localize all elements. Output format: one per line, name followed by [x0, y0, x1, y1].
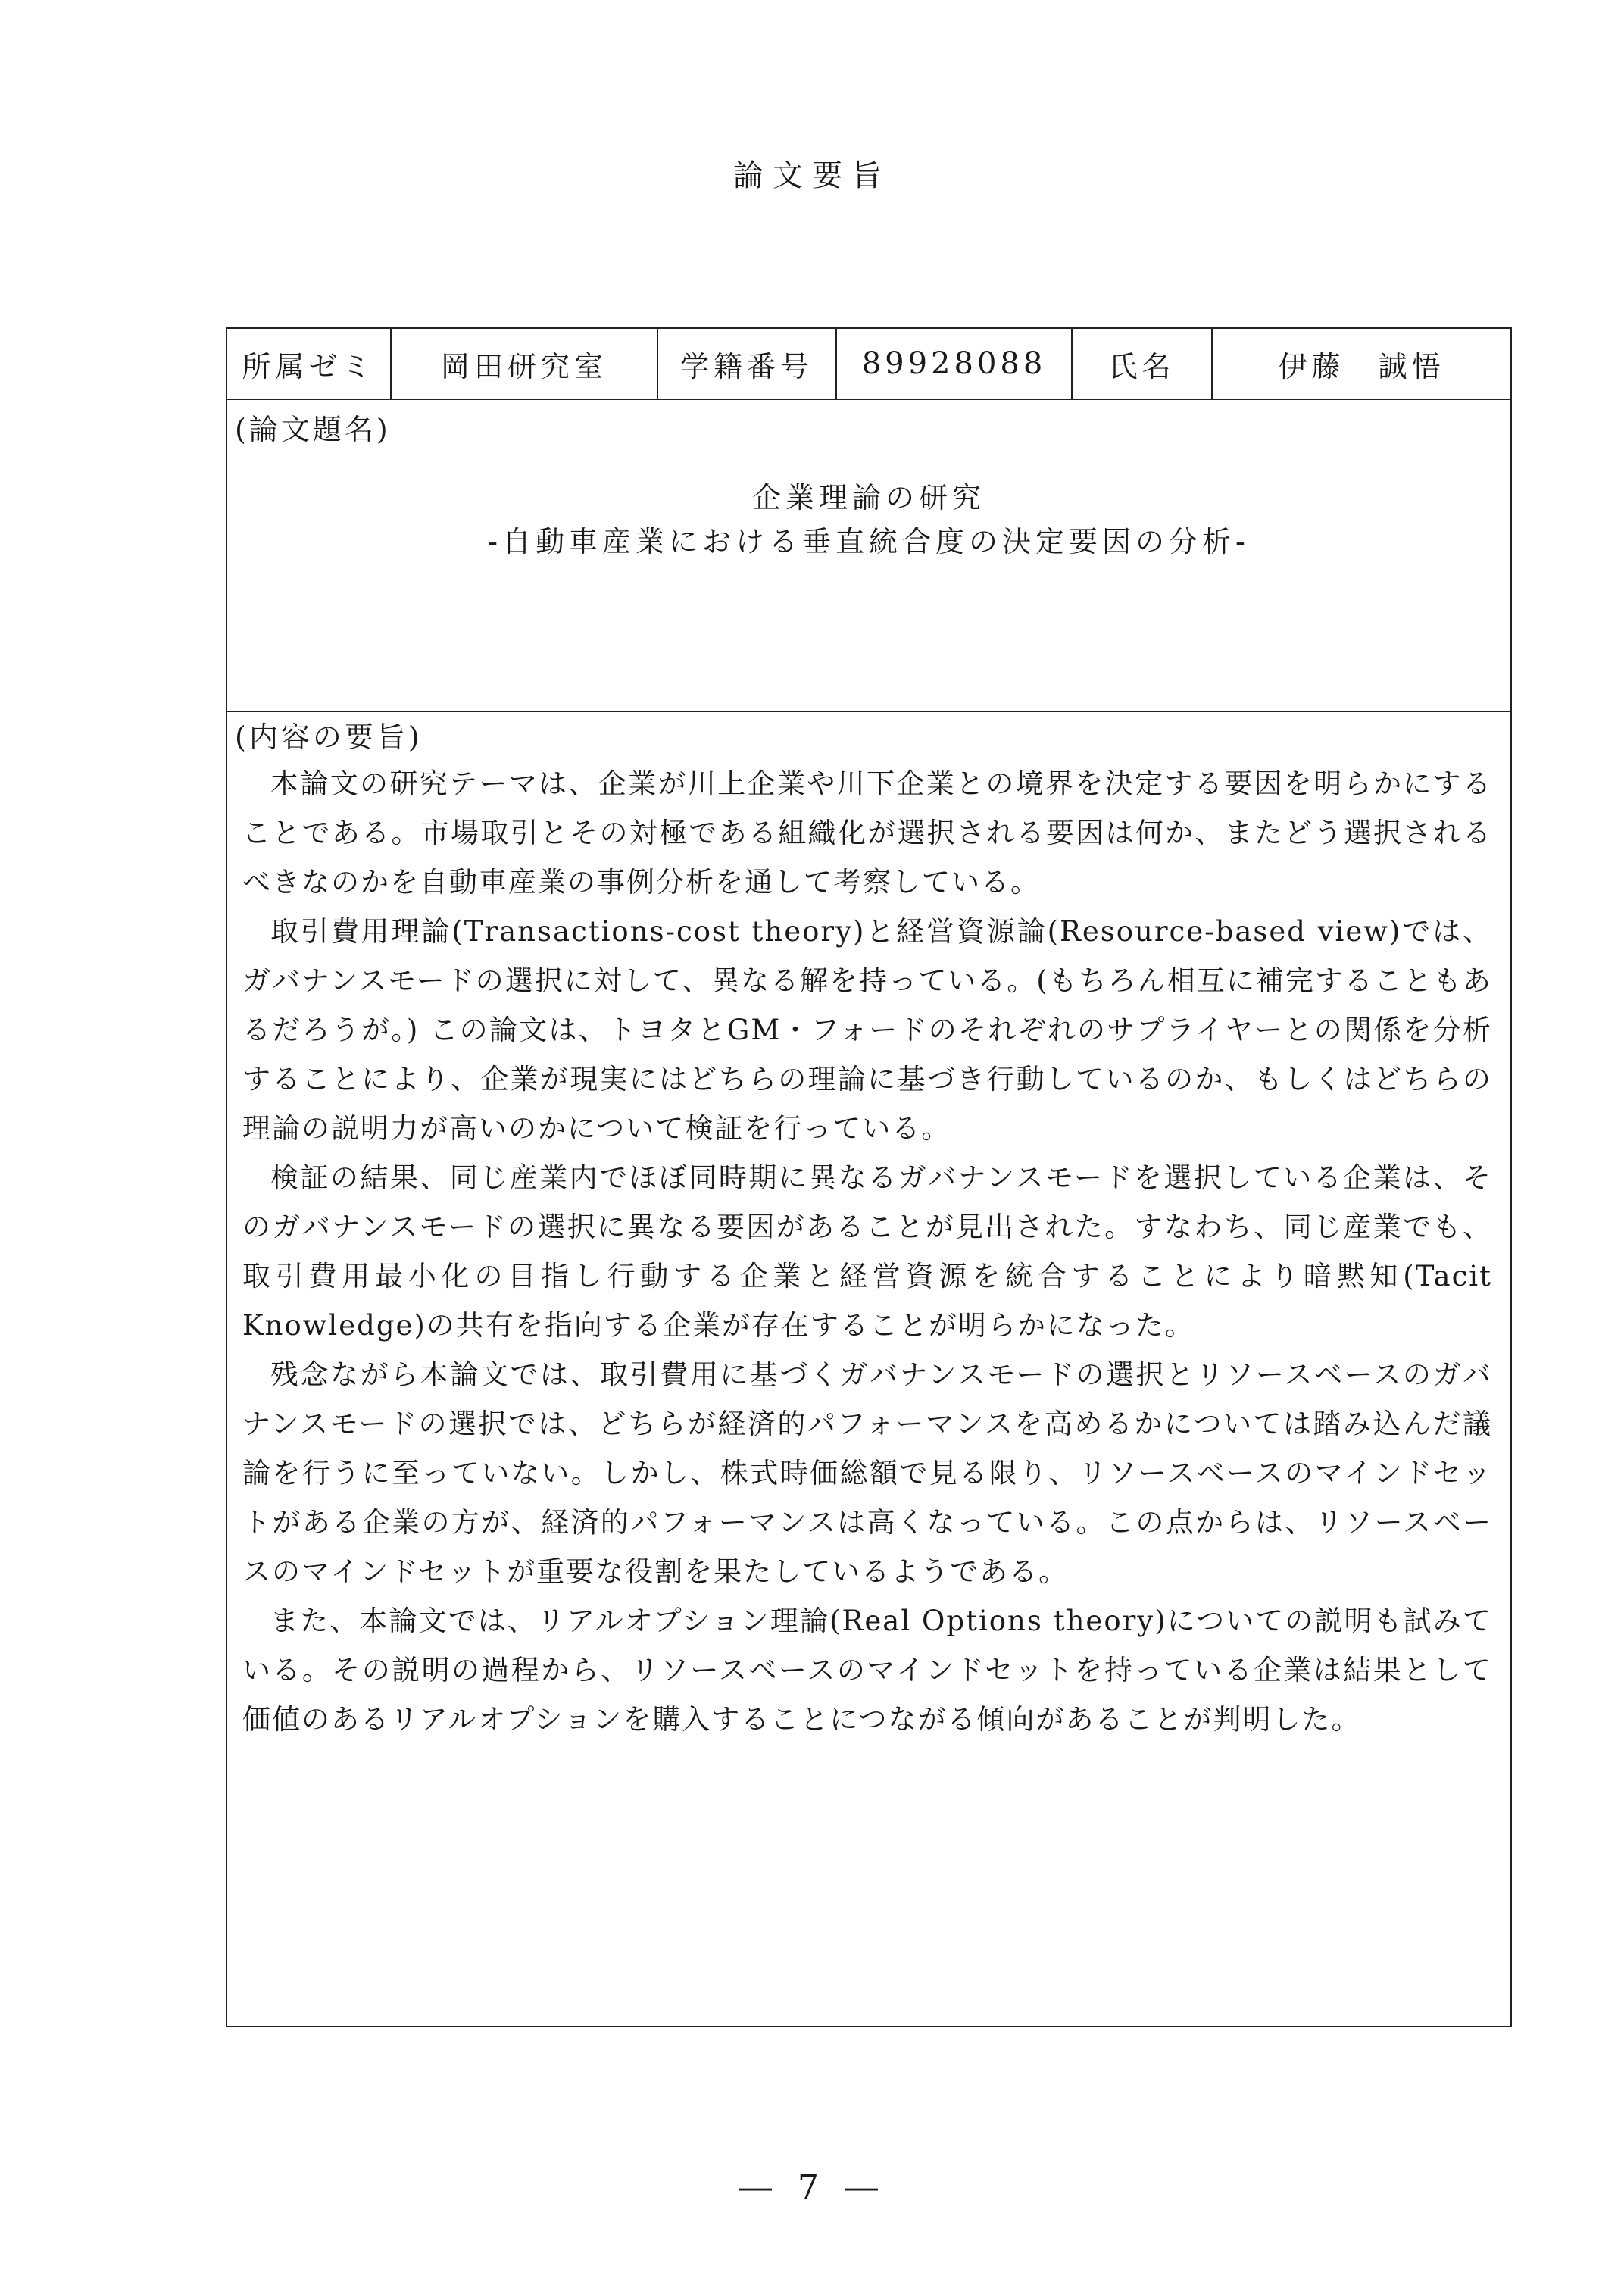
summary-paragraph: 本論文の研究テーマは、企業が川上企業や川下企業との境界を決定する要因を明らかにすることである。市場取引とその対極である組織化が選択される要因は何か、またどう選択されるべきなのかを自動車産業の事例分析を通して考察している。: [242, 767, 1492, 899]
page-number: ― 7 ―: [739, 2168, 885, 2207]
summary-label: (内容の要旨): [235, 720, 423, 754]
seminar-label: 所属ゼミ: [227, 329, 392, 399]
summary-paragraph: 取引費用理論(Transactions-cost theory)と経営資源論(Resource-based view)では、ガバナンスモードの選択に対して、異なる解を持っている。(もちろん相互に補完することもあるだろうが。) この論文は、トヨタとGM・フォードのそれぞれのサプライヤーとの関係を分析することにより、企業が現実にはどちらの理論に基づき行動しているのか、もしくはどちらの理論の説明力が高いのかについて検証を行っている。: [242, 915, 1492, 1145]
name-value: 伊藤 誠悟: [1278, 349, 1445, 383]
seminar-value: 岡田研究室: [392, 329, 658, 399]
thesis-title-section: [227, 400, 1510, 712]
document-heading: 論文要旨: [733, 158, 891, 193]
student-id-value: 89928088: [837, 329, 1073, 399]
thesis-title-block: [227, 476, 1510, 564]
summary-paragraph: また、本論文では、リアルオプション理論(Real Options theory)についての説明も試みている。その説明の過程から、リソースベースのマインドセットを持っている企業は結果として価値のあるリアルオプションを購入することにつながる傾向があることが判明した。: [242, 1605, 1492, 1736]
thesis-title-label: (論文題名): [235, 413, 391, 446]
name-label: 氏名: [1073, 329, 1213, 399]
thesis-subtitle: -自動車産業における垂直統合度の決定要因の分析-: [488, 525, 1250, 558]
student-id-label: 学籍番号: [658, 329, 837, 399]
summary-paragraph: 検証の結果、同じ産業内でほぼ同時期に異なるガバナンスモードを選択している企業は、そのガバナンスモードの選択に異なる要因があることが見出された。すなわち、同じ産業でも、取引費用最小化の目指し行動する企業と経営資源を統合することにより暗黙知(Tacit Knowledge)の共有を指向する企業が存在することが明らかになった。: [242, 1161, 1492, 1342]
summary-section: [227, 712, 1510, 2027]
summary-body: [242, 759, 1492, 1744]
header-row: [227, 329, 1510, 400]
thesis-title: 企業理論の研究: [751, 481, 985, 514]
abstract-form: [226, 327, 1512, 2027]
summary-paragraph: 残念ながら本論文では、取引費用に基づくガバナンスモードの選択とリソースベースのガバナンスモードの選択では、どちらが経済的パフォーマンスを高めるかについては踏み込んだ議論を行うに至っていない。しかし、株式時価総額で見る限り、リソースベースのマインドセットがある企業の方が、経済的パフォーマンスは高くなっている。この点からは、リソースベースのマインドセットが重要な役割を果たしているようである。: [242, 1358, 1492, 1588]
